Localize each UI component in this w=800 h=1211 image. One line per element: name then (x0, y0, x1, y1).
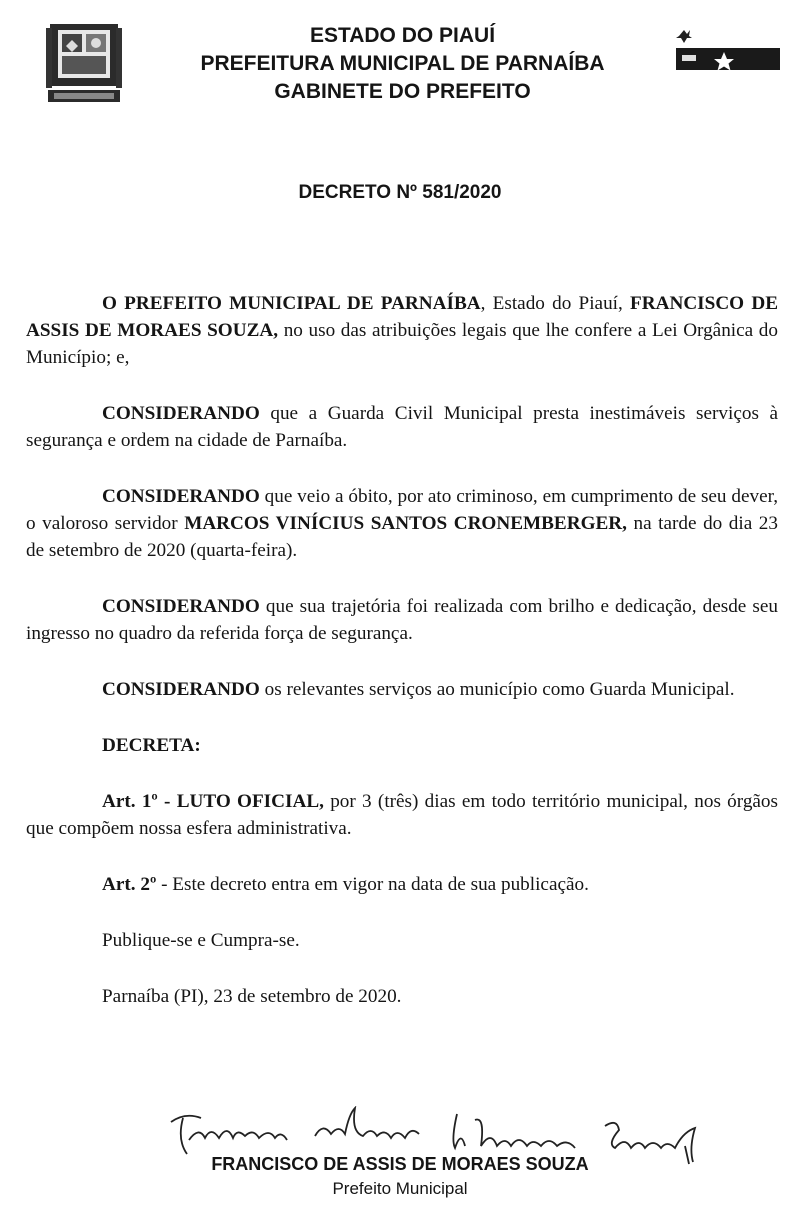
preamble-paragraph (26, 290, 778, 371)
article-paragraph (26, 871, 778, 898)
preamble-text-end: no uso das atribuições legais que lhe confere a Lei Orgânica do Município; e, (26, 320, 778, 368)
consideration-text: que sua trajetória foi realizada com brilho e dedicação, desde seu ingresso no quadro da referida força de segurança. (26, 596, 778, 644)
article-label: Art. 1º - (102, 791, 177, 812)
decreta-heading (26, 732, 778, 759)
place-date-line: Parnaíba (PI), 23 de setembro de 2020. (102, 986, 402, 1007)
consideration-text: os relevantes serviços ao município como Guarda Municipal. (259, 679, 735, 700)
authority: O PREFEITO MUNICIPAL DE PARNAÍBA (102, 293, 481, 314)
servant-name: MARCOS VINÍCIUS SANTOS CRONEMBERGER, (184, 513, 627, 534)
article-label: Art. 2º (102, 874, 157, 895)
flag-icon (672, 28, 780, 80)
article-text: - Este decreto entra em vigor na data de sua publicação. (156, 874, 589, 895)
consideration-lead: CONSIDERANDO (102, 596, 260, 617)
consideration-paragraph (26, 483, 778, 564)
consideration-lead: CONSIDERANDO (102, 403, 260, 424)
header-state: ESTADO DO PIAUÍ (309, 24, 496, 47)
header-cabinet: GABINETE DO PREFEITO (274, 80, 531, 103)
consideration-text: que a Guarda Civil Municipal presta inestimáveis serviços à segurança e ordem na cidade de Parnaíba. (26, 403, 778, 451)
consideration-text-end: na tarde do dia 23 de setembro de 2020 (quarta-feira). (26, 513, 778, 561)
signatory-name: FRANCISCO DE ASSIS DE MORAES SOUZA (211, 1154, 589, 1174)
consideration-text: que veio a óbito, por ato criminoso, em cumprimento de seu dever, o valoroso servidor (26, 486, 778, 534)
consideration-paragraph (26, 400, 778, 454)
mayor-name: FRANCISCO DE ASSIS DE MORAES SOUZA, (26, 293, 778, 341)
signatory-role: Prefeito Municipal (332, 1179, 468, 1198)
decree-body (26, 290, 778, 1039)
preamble-text: , Estado do Piauí, (480, 293, 631, 314)
consideration-lead: CONSIDERANDO (102, 486, 260, 507)
consideration-paragraph (26, 676, 778, 703)
header-prefecture: PREFEITURA MUNICIPAL DE PARNAÍBA (200, 52, 605, 75)
article-highlight: LUTO OFICIAL, (176, 791, 324, 812)
consideration-lead: CONSIDERANDO (102, 679, 260, 700)
consideration-paragraph (26, 593, 778, 647)
publish-line: Publique-se e Cumpra-se. (102, 930, 300, 951)
decree-title: DECRETO Nº 581/2020 (298, 182, 502, 203)
article-text: por 3 (três) dias em todo território municipal, nos órgãos que compõem nossa esfera administrativa. (26, 791, 778, 839)
decreta-label: DECRETA: (102, 735, 201, 756)
article-paragraph (26, 788, 778, 842)
